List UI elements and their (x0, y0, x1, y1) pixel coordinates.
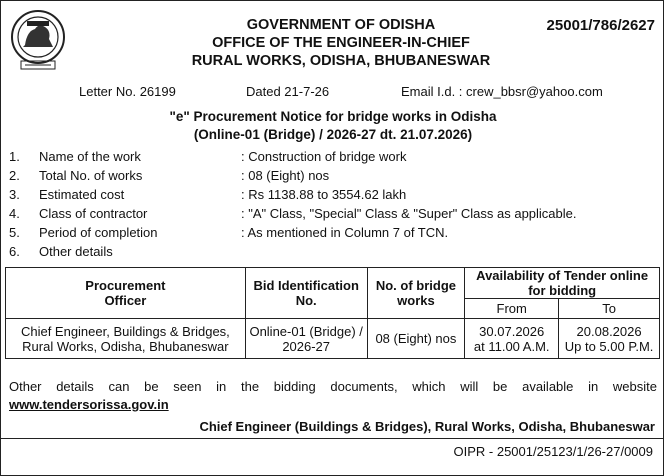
cell-from (465, 319, 559, 359)
notice-subtitle: (Online-01 (Bridge) / 2026-27 dt. 21.07.2026) (193, 127, 473, 142)
divider (1, 438, 664, 439)
footer-text: Other details can be seen in the bidding documents, which will be available in website (9, 379, 657, 394)
header-bridge-works: No. of bridge works (367, 268, 465, 319)
item-label: Name of the work (39, 149, 141, 164)
tender-table (5, 267, 660, 359)
item-value: : 08 (Eight) nos (241, 168, 330, 183)
cell-bid-id: Online-01 (Bridge) / 2026-27 (245, 319, 367, 359)
office-header (151, 16, 531, 70)
oipr-number: OIPR - 25001/25123/1/26-27/0009 (453, 444, 653, 459)
list-item (9, 206, 659, 225)
item-number: 4. (9, 206, 20, 221)
item-label: Class of contractor (39, 206, 148, 221)
to-date: 20.08.2026 (576, 323, 642, 339)
table-row (6, 319, 660, 359)
signatory: Chief Engineer (Buildings & Bridges), Rural Works, Odisha, Bhubaneswar (199, 419, 655, 434)
item-label: Period of completion (39, 225, 158, 240)
list-item (9, 187, 659, 206)
cell-officer: Chief Engineer, Buildings & Bridges, Rural Works, Odisha, Bhubaneswar (6, 319, 246, 359)
letter-number: Letter No. 26199 (79, 84, 176, 99)
item-value: : As mentioned in Column 7 of TCN. (241, 225, 449, 240)
header-to: To (559, 299, 660, 319)
item-value: : Construction of bridge work (241, 149, 407, 164)
item-number: 3. (9, 187, 20, 202)
from-date: 30.07.2026 (479, 323, 545, 339)
item-value: : "A" Class, "Special" Class & "Super" Class as applicable. (241, 206, 577, 221)
item-label: Total No. of works (39, 168, 143, 183)
cell-to (559, 319, 660, 359)
list-item (9, 168, 659, 187)
from-time: at 11.00 A.M. (473, 338, 550, 354)
notice-title: "e" Procurement Notice for bridge works in Odisha (169, 109, 497, 124)
list-item (9, 225, 659, 244)
item-number: 2. (9, 168, 20, 183)
letter-date: Dated 21-7-26 (246, 84, 330, 99)
work-details-list (9, 149, 659, 263)
item-number: 1. (9, 149, 20, 164)
website-link[interactable]: www.tendersorissa.gov.in (9, 397, 169, 412)
notice-title-block (1, 108, 664, 144)
header-line-3: RURAL WORKS, ODISHA, BHUBANESWAR (191, 53, 491, 69)
header-line-2: OFFICE OF THE ENGINEER-IN-CHIEF (212, 35, 470, 51)
odisha-state-emblem-icon (9, 9, 67, 71)
footer-note (9, 378, 657, 414)
item-label: Other details (39, 244, 113, 259)
item-number: 5. (9, 225, 20, 240)
to-time: Up to 5.00 P.M. (564, 338, 654, 354)
item-value: : Rs 1138.88 to 3554.62 lakh (241, 187, 407, 202)
item-number: 6. (9, 244, 20, 259)
header-procurement-officer: Procurement Officer (6, 268, 246, 319)
header-availability: Availability of Tender online for bidding (465, 268, 660, 299)
letter-email: Email I.d. : crew_bbsr@yahoo.com (401, 84, 603, 99)
list-item (9, 244, 659, 263)
item-label: Estimated cost (39, 187, 125, 202)
header-from: From (465, 299, 559, 319)
header-line-1: GOVERNMENT OF ODISHA (246, 17, 436, 33)
header-bid-identification: Bid Identification No. (245, 268, 367, 319)
cell-works: 08 (Eight) nos (367, 319, 465, 359)
reference-number: 25001/786/2627 (546, 17, 655, 34)
list-item (9, 149, 659, 168)
